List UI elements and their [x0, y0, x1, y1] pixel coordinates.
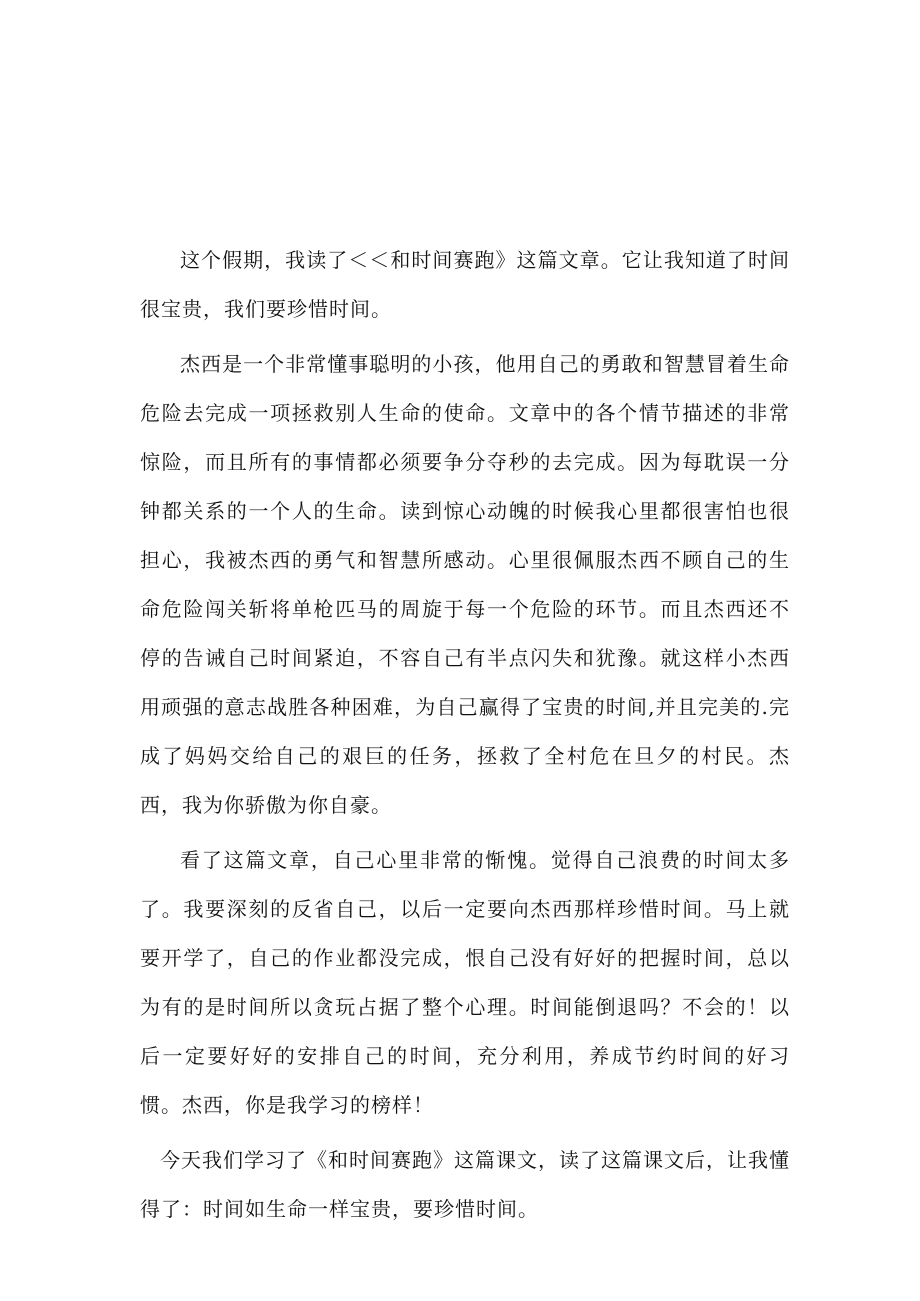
article-body	[140, 236, 790, 1240]
paragraph-4: 今天我们学习了《和时间赛跑》这篇课文，读了这篇课文后，让我懂得了：时间如生命一样宝贵，要珍惜时间。	[140, 1148, 790, 1221]
paragraph-3: 看了这篇文章，自己心里非常的惭愧。觉得自己浪费的时间太多了。我要深刻的反省自己，以后一定要向杰西那样珍惜时间。马上就要开学了，自己的作业都没完成，恨自己没有好好的把握时间，总以为有的是时间所以贪玩占据了整个心理。时间能倒退吗？不会的！以后一定要好好的安排自己的时间，充分利用，养成节约时间的好习惯。杰西，你是我学习的榜样！	[140, 848, 790, 1117]
paragraph-1: 这个假期，我读了＜＜和时间赛跑》这篇文章。它让我知道了时间很宝贵，我们要珍惜时间。	[140, 248, 790, 321]
paragraph-2: 杰西是一个非常懂事聪明的小孩，他用自己的勇敢和智慧冒着生命危险去完成一项拯救别人生命的使命。文章中的各个情节描述的非常惊险，而且所有的事情都必须要争分夺秒的去完成。因为每耽误一分钟都关系的一个人的生命。读到惊心动魄的时候我心里都很害怕也很担心，我被杰西的勇气和智慧所感动。心里很佩服杰西不顾自己的生命危险闯关斩将单枪匹马的周旋于每一个危险的环节。而且杰西还不停的告诫自己时间紧迫，不容自己有半点闪失和犹豫。就这样小杰西用顽强的意志战胜各种困难，为自己赢得了宝贵的时间,并且完美的.完成了妈妈交给自己的艰巨的任务，拯救了全村危在旦夕的村民。杰西，我为你骄傲为你自豪。	[140, 352, 790, 817]
